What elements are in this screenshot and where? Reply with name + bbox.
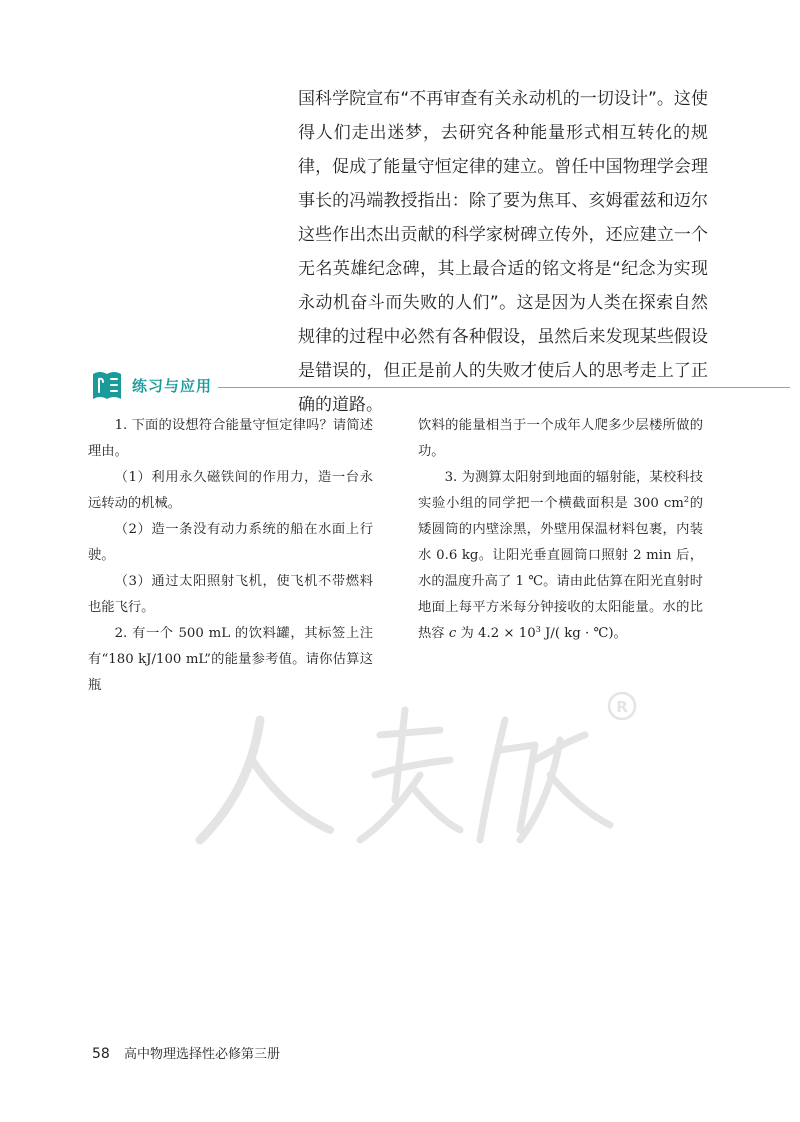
section-header bbox=[90, 368, 790, 404]
section-title: 练习与应用 bbox=[132, 377, 213, 395]
exercises-right-column bbox=[418, 413, 703, 647]
exercise-book-icon bbox=[90, 368, 124, 402]
question-3-text-a: 3. 为测算太阳射到地面的辐射能，某校科技实验小组的同学把一个横截面积是 300 cm bbox=[418, 470, 703, 511]
question-3-exponent-a: 2 bbox=[683, 495, 689, 504]
question-1-item-3: （3）通过太阳照射飞机，使飞机不带燃料也能飞行。 bbox=[88, 574, 373, 615]
question-2-part-1: 2. 有一个 500 mL 的饮料罐，其标签上注有“180 kJ/100 mL”的能量参考值。请你估算这瓶 bbox=[88, 626, 373, 693]
section-divider bbox=[218, 387, 790, 388]
page-number: 58 bbox=[92, 1046, 110, 1062]
question-2-part-2: 饮料的能量相当于一个成年人爬多少层楼所做的功。 bbox=[418, 418, 703, 459]
question-1-item-1: （1）利用永久磁铁间的作用力，造一台永远转动的机械。 bbox=[88, 470, 373, 511]
question-3 bbox=[418, 465, 703, 647]
page-footer bbox=[92, 1043, 280, 1062]
question-1-stem: 1. 下面的设想符合能量守恒定律吗？请简述理由。 bbox=[88, 418, 373, 459]
question-3-exponent-b: 3 bbox=[535, 625, 541, 634]
publisher-watermark-logo bbox=[190, 680, 650, 860]
question-3-text-d: J/( kg · ℃)。 bbox=[540, 626, 627, 641]
question-3-variable-c: c bbox=[448, 626, 457, 641]
intro-paragraph: 国科学院宣布“不再审查有关永动机的一切设计”。这使得人们走出迷梦，去研究各种能量形式相互转化的规律，促成了能量守恒定律的建立。曾任中国物理学会理事长的冯端教授指出：除了要为焦耳、亥姆霍兹和迈尔这些作出杰出贡献的科学家树碑立传外，还应建立一个无名英雄纪念碑，其上最合适的铭文将是“纪念为实现永动机奋斗而失败的人们”。这是因为人类在探索自然规律的过程中必然有各种假设，虽然后来发现某些假设是错误的，但正是前人的失败才使后人的思考走上了正确的道路。 bbox=[298, 89, 708, 415]
svg-text:R: R bbox=[616, 698, 628, 716]
book-title: 高中物理选择性必修第三册 bbox=[123, 1047, 280, 1062]
question-3-text-c: 为 4.2 × 10 bbox=[456, 626, 536, 641]
question-3-text-b: 的矮圆筒的内壁涂黑，外壁用保温材料包裹，内装水 0.6 kg。让阳光垂直圆筒口照射 2 min 后，水的温度升高了 1 ℃。请由此估算在阳光直射时地面上每平方米每分钟接收的太阳能量。水的比热容 bbox=[418, 496, 704, 641]
question-1-item-2: （2）造一条没有动力系统的船在水面上行驶。 bbox=[88, 522, 373, 563]
exercises-left-column bbox=[88, 413, 373, 699]
